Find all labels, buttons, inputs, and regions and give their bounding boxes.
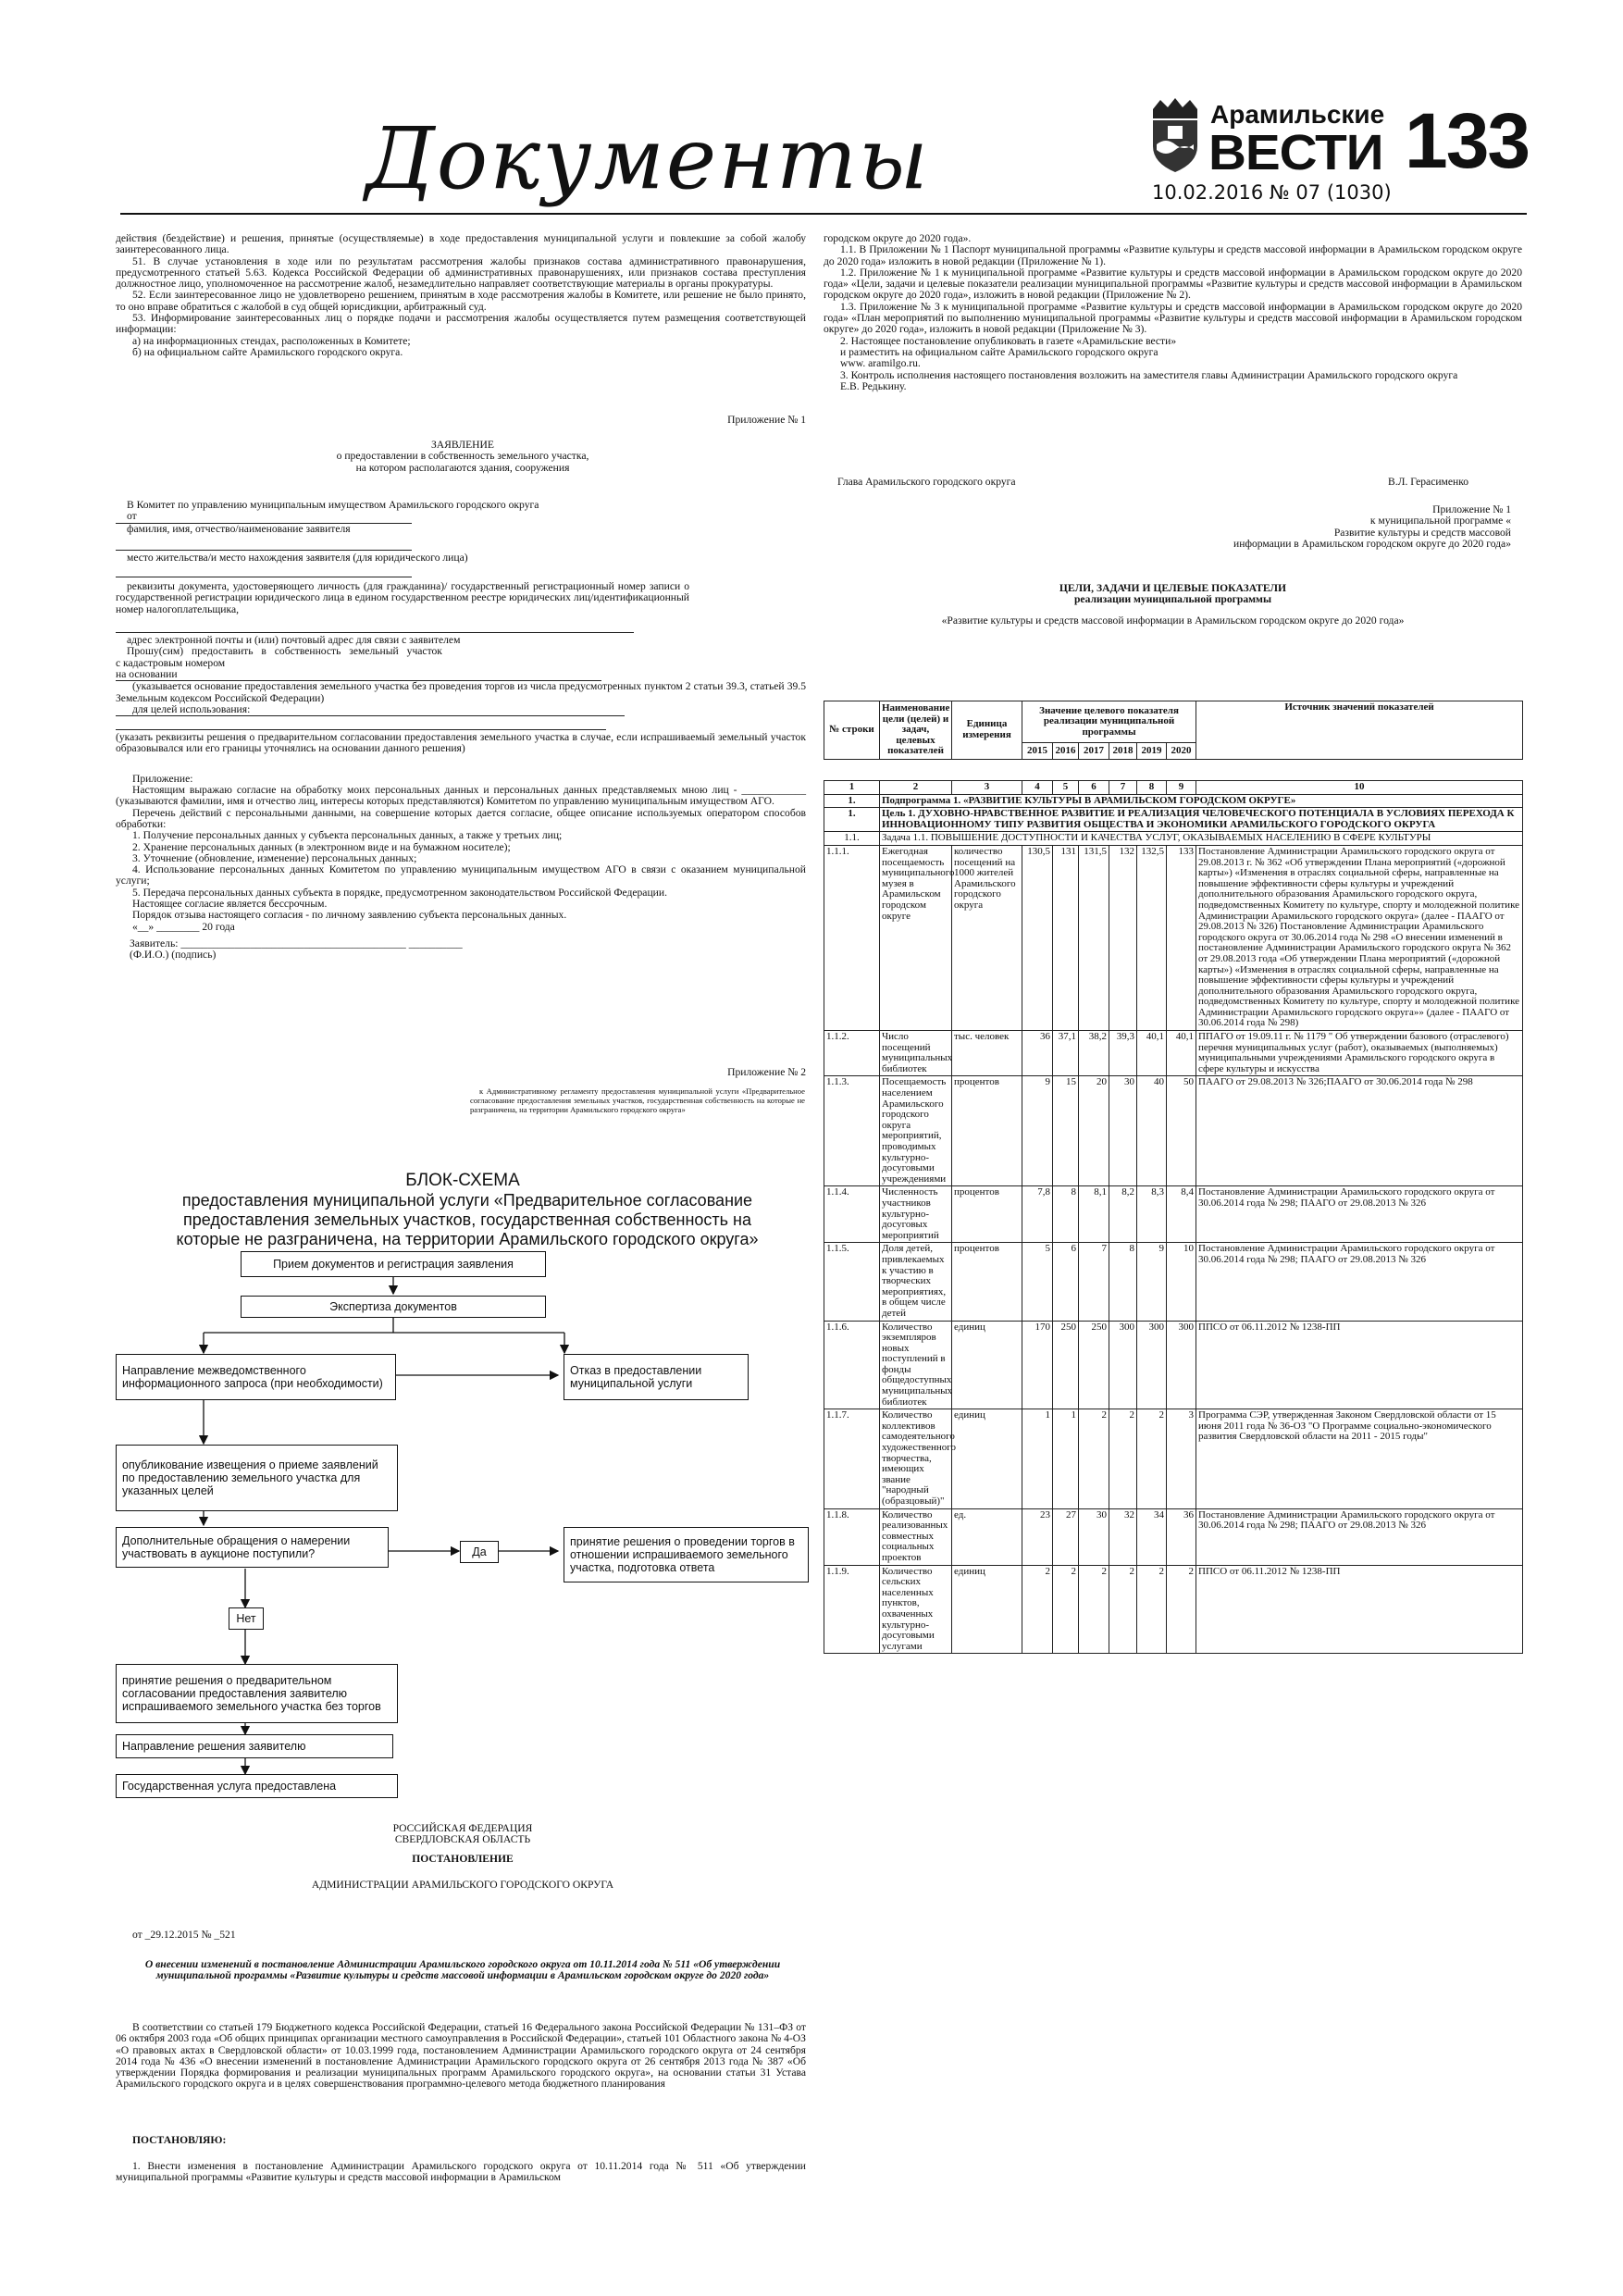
indicator-unit: тыс. человек <box>952 1031 1022 1076</box>
header-unit: Единица измерения <box>952 701 1022 760</box>
flowchart-step-publication: опубликование извещения о приеме заявлений по предоставлению земельного участка для указанных целей <box>116 1445 398 1511</box>
flowchart-step-interagency: Направление межведомственного информационного запроса (при необходимости) <box>116 1354 396 1400</box>
colnum-cell: 6 <box>1079 781 1109 795</box>
paragraph: 52. Если заинтересованное лицо не удовлетворено решением, принятым в ходе рассмотрения жалобы в Комитете, или решение не было принято, то оно вправе обратиться с жалобой в суд общей юрисдикции, арбитражный суд. <box>116 289 806 313</box>
email-hint: адрес электронной почты и (или) почтовый адрес для связи с заявителем <box>127 634 461 647</box>
indicator-value: 2 <box>1053 1565 1079 1654</box>
flowchart-step-expertise: Экспертиза документов <box>241 1296 546 1318</box>
indicator-unit: количество посещений на 1000 жителей Арамильского городского округа <box>952 845 1022 1030</box>
indicator-name: Количество коллективов самодеятельного художественного творчества, имеющих звание "народный (образцовый)" <box>880 1409 952 1508</box>
indicator-source: Постановление Администрации Арамильского городского округа от 30.06.2014 года № 298; ПААГО от 29.08.2013 № 326 <box>1196 1508 1523 1565</box>
document-hint: реквизиты документа, удостоверяющего личность (для гражданина)/ государственный регистрационный номер записи о государственной регистрации юридического лица в едином государственном реестре юридических лиц/идентификационный номер налогоплательщика, <box>116 580 689 615</box>
targets-table-header <box>824 701 1523 760</box>
targets-subtitle: «Развитие культуры и средств массовой информации в Арамильском городском округе до 2020 года» <box>941 614 1405 627</box>
indicator-value: 5 <box>1022 1243 1053 1321</box>
region: СВЕРДЛОВСКАЯ ОБЛАСТЬ <box>394 1833 531 1846</box>
year-cell: 2020 <box>1167 743 1196 760</box>
indicator-name: Количество реализованных совместных социальных проектов <box>880 1508 952 1565</box>
indicator-value: 7 <box>1079 1243 1109 1321</box>
paragraph: 53. Информирование заинтересованных лиц о порядке подачи и рассмотрения жалобы осуществляется путем размещения соответствующей информации: <box>116 312 806 336</box>
indicator-source: ППАГО от 19.09.11 г. № 1179 " Об утверждении базового (отраслевого) перечня муниципальных услуг (работ), оказываемых (выполняемых) муниципальными учреждениями Арамильского городского округа в сфере культуры и искусства <box>1196 1031 1523 1076</box>
row-number: 1.1.7. <box>824 1409 880 1508</box>
indicator-value: 8 <box>1109 1243 1137 1321</box>
targets-table <box>824 780 1523 1654</box>
flowchart-step-auction: принятие решения о проведении торгов в отношении испрашиваемого земельного участка, подготовка ответа <box>564 1527 809 1582</box>
flowchart-yes: Да <box>460 1541 499 1563</box>
indicator-value: 2 <box>1079 1565 1109 1654</box>
header-values: Значение целевого показателя реализации муниципальной программы <box>1022 701 1196 743</box>
paragraph: а) на информационных стендах, расположенных в Комитете; <box>132 334 411 347</box>
indicator-unit: единиц <box>952 1321 1022 1409</box>
table-row <box>824 845 1523 1030</box>
indicator-value: 37,1 <box>1053 1031 1079 1076</box>
date-line: «__» ________ 20 года <box>132 920 235 933</box>
appendix-word: Приложение: <box>132 772 193 785</box>
indicator-value: 1 <box>1022 1409 1053 1508</box>
indicator-name: Доля детей, привлекаемых к участию в творческих мероприятиях, в общем числе детей <box>880 1243 952 1321</box>
resolution-date: от _29.12.2015 № _521 <box>132 1929 236 1941</box>
purpose-line <box>116 716 606 730</box>
section-title: Документы <box>365 109 930 208</box>
resolution-kind: ПОСТАНОВЛЕНИЕ <box>412 1852 514 1865</box>
newspaper-logo <box>1147 93 1406 180</box>
indicator-value: 2 <box>1109 1565 1137 1654</box>
table-row <box>824 1031 1523 1076</box>
consent-text: 3. Уточнение (обновление, изменение) персональных данных; <box>132 851 417 864</box>
indicator-value: 8,4 <box>1167 1186 1196 1243</box>
indicator-unit: ед. <box>952 1508 1022 1565</box>
application-form <box>116 500 806 962</box>
signature-role: Глава Арамильского городского округа <box>837 476 1016 488</box>
appendix2-note: к Административному регламенту предоставления муниципальной услуги «Предварительное согласование предоставления земельных участков, государственная собственность на которые не разграничена, на территории Арамильского городского округа» <box>470 1086 805 1115</box>
brand-line2: ВЕСТИ <box>1208 125 1383 180</box>
indicator-name: Число посещений муниципальных библиотек <box>880 1031 952 1076</box>
table-row <box>824 1243 1523 1321</box>
indicator-value: 3 <box>1167 1409 1196 1508</box>
targets-title: реализации муниципальной программы <box>1073 593 1272 606</box>
cadastral-line: с кадастровым номером <box>116 656 226 669</box>
row-number: 1.1. <box>824 832 880 846</box>
paragraph: б) на официальном сайте Арамильского городского округа. <box>132 345 403 358</box>
indicator-value: 30 <box>1079 1508 1109 1565</box>
consent-text: Порядок отзыва настоящего согласия - по личному заявлению субъекта персональных данных. <box>132 909 567 922</box>
paragraph: В соответствии со статьей 179 Бюджетного кодекса Российской Федерации, статьей 16 Федерального закона Российской Федерации № 131–ФЗ от 06 октября 2003 года «Об общих принципах организации местного самоуправления в Российской Федерации», статьей 101 Областного закона № 4-ОЗ «О правовых актах в Свердловской области» от 10.03.1999 года, постановлением Администрации Арамильского городского округа от 24 сентября 2014 года № 436 «О внесении изменений в постановление Администрации Арамильского городского округа от 26 сентября 2013 года № 387 «Об утверждении Порядка формирования и реализации муниципальных программ Арамильского городского округа», на основании статьи 31 Устава Арамильского городского округа и в целях совершенствования программно-целевого метода бюджетного планирования <box>116 2021 806 2091</box>
indicator-value: 20 <box>1079 1076 1109 1186</box>
complaint-section <box>116 233 806 358</box>
indicator-source: ПААГО от 29.08.2013 № 326;ПААГО от 30.06.2014 года № 298 <box>1196 1076 1523 1186</box>
table-row <box>824 1565 1523 1654</box>
program-appendix-line: информации в Арамильском городском округе до 2020 года» <box>1233 537 1511 550</box>
indicator-name: Количество сельских населенных пунктов, охваченных культурно-досуговыми услугами <box>880 1565 952 1654</box>
indicator-value: 40 <box>1137 1076 1167 1186</box>
paragraph: 1.2. Приложение № 1 к муниципальной программе «Развитие культуры и средств массовой информации в Арамильском городском округе до 2020 года» «Цели, задачи и целевые показатели реализации муниципальной программы «Развитие культуры и средств массовой информации в Арамильском городском округе до 2020 года», изложить в новой редакции (Приложение № 2). <box>824 266 1522 302</box>
paragraph: 1.3. Приложение № 3 к муниципальной программе «Развитие культуры и средств массовой информации в Арамильском городском округе до 2020 года» «План мероприятий по выполнению муниципальной программы «Развитие культуры и средств массовой информации в Арамильском городском округе» до 2020 года», изложить в новой редакции (Приложение № 3). <box>824 300 1522 336</box>
email-line <box>116 615 634 633</box>
table-row <box>824 1186 1523 1243</box>
indicator-value: 27 <box>1053 1508 1079 1565</box>
row-number: 1.1.3. <box>824 1076 880 1186</box>
brand-line1: Арамильские <box>1210 100 1385 129</box>
indicator-value: 300 <box>1109 1321 1137 1409</box>
indicator-value: 2 <box>1109 1409 1137 1508</box>
colnum-cell: 10 <box>1196 781 1523 795</box>
decree-word: ПОСТАНОВЛЯЮ: <box>132 2134 227 2146</box>
row-number: 1.1.6. <box>824 1321 880 1409</box>
colnum-cell: 1 <box>824 781 880 795</box>
decision-hint: (указать реквизиты решения о предварительном согласовании предоставления земельного участка в случае, если испрашиваемый земельный участок образовывался или его границы уточнялись на основании данного решения) <box>116 731 806 755</box>
indicator-value: 131,5 <box>1079 845 1109 1030</box>
paragraph: действия (бездействие) и решения, принятые (осуществляемые) в ходе предоставления муниципальной услуги и повлекшие за собой жалобу заинтересованного лица. <box>116 232 806 256</box>
indicator-source: Постановление Администрации Арамильского городского округа от 30.06.2014 года № 298; ПААГО от 29.08.2013 № 326 <box>1196 1186 1523 1243</box>
program-appendix-line: к муниципальной программе « <box>1369 515 1511 527</box>
header-no: № строки <box>824 701 880 760</box>
indicator-value: 132,5 <box>1137 845 1167 1030</box>
paragraph: 1. Внести изменения в постановление Администрации Арамильского городского округа от 10.11.2014 года № 511 «Об утверждении муниципальной программы «Развитие культуры и средств массовой информации в Арамильском <box>116 2160 806 2184</box>
flowchart-no: Нет <box>229 1607 264 1630</box>
colnum-cell: 4 <box>1022 781 1053 795</box>
indicator-unit: единиц <box>952 1409 1022 1508</box>
residence-line <box>116 535 412 551</box>
indicator-value: 130,5 <box>1022 845 1053 1030</box>
flowchart-subtitle: предоставления муниципальной услуги «Предварительное согласование предоставления земельных участков, государственная собственность на которые не разграничена, на территории Арамильского городского округа» <box>176 1191 759 1248</box>
colnum-cell: 7 <box>1109 781 1137 795</box>
document-line <box>116 564 412 577</box>
name-hint: фамилия, имя, отчество/наименование заявителя <box>127 522 351 535</box>
colnum-cell: 8 <box>1137 781 1167 795</box>
row-number: 1. <box>824 808 880 832</box>
city-emblem-icon <box>1147 96 1203 174</box>
colnum-cell: 9 <box>1167 781 1196 795</box>
indicator-value: 23 <box>1022 1508 1053 1565</box>
indicator-value: 50 <box>1167 1076 1196 1186</box>
indicator-source: Постановление Администрации Арамильского городского округа от 29.08.2013 г. № 362 «Об утверждении Плана мероприятий («дорожной карты») «Изменения в отраслях социальной сферы, направленные на повышение эффективности сферы культуры и учреждений дополнительного образования Арамильского городского округа, подведомственных Комитету по культуре, спорту и молодежной политике Администрации Арамильского городского округа» (далее - ПААГО от 29.08.2013 № 326) Постановление Администрации Арамильского городского округа от 30.06.2014 года № 298 «О внесении изменений в постановление Администрации Арамильского городского округа № 362 от 29.08.2013 года «Об утверждении Плана мероприятий («дорожной карты») «Изменения в отраслях социальной сферы, направленные на повышение эффективности сферы культуры и учреждений дополнительного образования Арамильского городского округа, подведомственных Комитету по культуре, спорту и молодежной политике Администрации Арамильского городского округа»» (далее - ПААГО от 30.06.2014 года № 298) <box>1196 845 1523 1030</box>
indicator-unit: процентов <box>952 1186 1022 1243</box>
indicator-source: ППСО от 06.11.2012 № 1238-ПП <box>1196 1321 1523 1409</box>
paragraph: www. aramilgo.ru. <box>840 357 921 370</box>
consent-text: 5. Передача персональных данных субъекта в порядке, предусмотренном законодательством Российской Федерации. <box>132 886 667 899</box>
paragraph: городском округе до 2020 года». <box>824 232 972 244</box>
indicator-unit: процентов <box>952 1243 1022 1321</box>
indicator-value: 40,1 <box>1167 1031 1196 1076</box>
indicator-value: 15 <box>1053 1076 1079 1186</box>
indicator-value: 9 <box>1137 1243 1167 1321</box>
indicator-value: 300 <box>1167 1321 1196 1409</box>
row-number: 1.1.5. <box>824 1243 880 1321</box>
goal-row <box>824 808 1523 832</box>
indicator-value: 2 <box>1137 1409 1167 1508</box>
applicant-line: Заявитель: __________________________________________ __________ <box>130 937 463 949</box>
indicator-unit: процентов <box>952 1076 1022 1186</box>
indicator-value: 8,2 <box>1109 1186 1137 1243</box>
indicator-value: 8,1 <box>1079 1186 1109 1243</box>
consent-text: Настоящее согласие является бессрочным. <box>132 898 328 911</box>
indicator-value: 7,8 <box>1022 1186 1053 1243</box>
indicator-value: 133 <box>1167 845 1196 1030</box>
year-cell: 2016 <box>1053 743 1079 760</box>
row-number: 1. <box>824 794 880 808</box>
indicator-value: 39,3 <box>1109 1031 1137 1076</box>
indicator-value: 38,2 <box>1079 1031 1109 1076</box>
flowchart-step-refusal: Отказ в предоставлении муниципальной услуги <box>564 1354 749 1400</box>
consent-text: 1. Получение персональных данных у субъекта персональных данных, а также у третьих лиц; <box>132 829 563 842</box>
consent-text: 2. Хранение персональных данных (в электронном виде и на бумажном носителе); <box>132 840 511 853</box>
residence-hint: место жительства/и место нахождения заявителя (для юридического лица) <box>127 551 468 564</box>
appendix2-label: Приложение № 2 <box>727 1066 806 1078</box>
row-number: 1.1.4. <box>824 1186 880 1243</box>
indicator-name: Численность участников культурно-досуговых мероприятий <box>880 1186 952 1243</box>
application-heading <box>278 440 648 474</box>
indicator-value: 30 <box>1109 1076 1137 1186</box>
colnum-cell: 2 <box>880 781 952 795</box>
consent-text: Настоящим выражаю согласие на обработку моих персональных данных и персональных данных представляемых мною лиц - ____________ (указываются фамилии, имя и отчество лиц, интересы которых представляются) Комитетом по управлению муниципальным имуществом АГО. <box>116 784 806 808</box>
program-appendix <box>1064 504 1511 550</box>
indicator-source: Постановление Администрации Арамильского городского округа от 30.06.2014 года № 298; ПААГО от 29.08.2013 № 326 <box>1196 1243 1523 1321</box>
from-label: от <box>116 511 412 523</box>
subprogram-row <box>824 794 1523 808</box>
application-subtitle: о предоставлении в собственность земельного участка, <box>336 450 589 463</box>
issue-info: 10.02.2016 № 07 (1030) <box>1152 181 1392 204</box>
resolution-subject: О внесении изменений в постановление Администрации Арамильского городского округа от 10.11.2014 года № 511 «Об утверждении муниципальной программы «Развитие культуры и средств массовой информации в Арамильском городском округе до 2020 года» <box>144 1958 781 1982</box>
indicator-value: 2 <box>1137 1565 1167 1654</box>
addressee: В Комитет по управлению муниципальным имуществом Арамильского городского округа <box>127 499 539 511</box>
flowchart-step-receive: Прием документов и регистрация заявления <box>241 1251 546 1277</box>
indicator-value: 1 <box>1053 1409 1079 1508</box>
consent-text: Перечень действий с персональными данными, на совершение которых дается согласие, общее описание используемых оператором способов обработки: <box>116 806 806 830</box>
indicator-value: 250 <box>1053 1321 1079 1409</box>
authority: АДМИНИСТРАЦИИ АРАМИЛЬСКОГО ГОРОДСКОГО ОКРУГА <box>311 1878 614 1891</box>
signature-name: В.Л. Герасименко <box>1388 476 1469 488</box>
indicator-value: 6 <box>1053 1243 1079 1321</box>
table-row <box>824 1321 1523 1409</box>
indicator-name: Посещаемость населением Арамильского городского округа мероприятий, проводимых культурно-досуговыми учреждениями <box>880 1076 952 1186</box>
paragraph: и разместить на официальном сайте Арамильского городского округа <box>840 345 1158 358</box>
signature-hint: (Ф.И.О.) (подпись) <box>130 949 217 962</box>
indicator-value: 36 <box>1022 1031 1053 1076</box>
indicator-source: Программа СЭР, утвержденная Законом Свердловской области от 15 июня 2011 года № 36-ОЗ "О Программе социально-экономического развития Свердловской области на 2011 - 2015 годы" <box>1196 1409 1523 1508</box>
resolution-continuation <box>824 233 1522 392</box>
basis-hint: (указывается основание предоставления земельного участка без проведения торгов из числа предусмотренных пунктом 2 статьи 39.3, статьей 39.5 Земельным кодексом Российской Федерации) <box>116 680 806 704</box>
flowchart-step-send: Направление решения заявителю <box>116 1734 393 1758</box>
table-row <box>824 1076 1523 1186</box>
task-title: Задача 1.1. ПОВЫШЕНИЕ ДОСТУПНОСТИ И КАЧЕСТВА УСЛУГ, ОКАЗЫВАЕМЫХ НАСЕЛЕНИЮ В СФЕРЕ КУЛЬТУРЫ <box>880 832 1523 846</box>
appendix1-label: Приложение № 1 <box>727 414 806 426</box>
year-cell: 2018 <box>1109 743 1137 760</box>
flowchart-step-approve: принятие решения о предварительном согласовании предоставления заявителю испрашиваемого земельного участка без торгов <box>116 1664 398 1723</box>
federation: РОССИЙСКАЯ ФЕДЕРАЦИЯ <box>392 1822 533 1834</box>
request-line: Прошу(сим) предоставить в собственность земельный участок <box>127 645 442 658</box>
table-row <box>824 1508 1523 1565</box>
indicator-value: 40,1 <box>1137 1031 1167 1076</box>
header-rule <box>120 213 1527 215</box>
program-appendix-line: Приложение № 1 <box>1432 503 1511 515</box>
colnum-cell: 5 <box>1053 781 1079 795</box>
paragraph: 2. Настоящее постановление опубликовать в газете «Арамильские вести» <box>840 334 1177 347</box>
application-subtitle: на котором располагаются здания, сооружения <box>355 461 570 474</box>
flowchart-step-done: Государственная услуга предоставлена <box>116 1774 398 1798</box>
indicator-value: 9 <box>1022 1076 1053 1186</box>
indicator-name: Ежегодная посещаемость муниципального музея в Арамильском городском округе <box>880 845 952 1030</box>
targets-heading <box>824 583 1522 627</box>
indicator-value: 300 <box>1137 1321 1167 1409</box>
indicator-name: Количество экземпляров новых поступлений в фонды общедоступных муниципальных библиотек <box>880 1321 952 1409</box>
year-cell: 2019 <box>1137 743 1167 760</box>
paragraph: Е.В. Редькину. <box>840 379 907 392</box>
row-number: 1.1.2. <box>824 1031 880 1076</box>
resolution-body <box>116 2022 806 2091</box>
indicator-value: 170 <box>1022 1321 1053 1409</box>
indicator-value: 2 <box>1167 1565 1196 1654</box>
indicator-value: 131 <box>1053 845 1079 1030</box>
paragraph: 1.1. В Приложении № 1 Паспорт муниципальной программы «Развитие культуры и средств массовой информации в Арамильском городском округе до 2020 года» изложить в новой редакции (Приложение № 1). <box>824 243 1522 267</box>
indicator-value: 8 <box>1053 1186 1079 1243</box>
row-number: 1.1.9. <box>824 1565 880 1654</box>
program-appendix-line: Развитие культуры и средств массовой <box>1333 526 1511 539</box>
indicator-value: 10 <box>1167 1243 1196 1321</box>
year-cell: 2015 <box>1022 743 1053 760</box>
table-row <box>824 1409 1523 1508</box>
indicator-value: 8,3 <box>1137 1186 1167 1243</box>
header-source: Источник значений показателей <box>1196 701 1523 760</box>
basis-label: на основании <box>116 669 601 681</box>
paragraph: 51. В случае установления в ходе или по результатам рассмотрения жалобы признаков состава административного правонарушения, предусмотренного статьей 5.63. Кодекса Российской Федерации об административных правонарушениях, или признаков состава преступления должностное лицо, уполномоченное на рассмотрение жалоб, незамедлительно направляет соответствующие материалы в органы прокуратуры. <box>116 254 806 291</box>
flowchart-step-additional: Дополнительные обращения о намерении участвовать в аукционе поступили? <box>116 1527 389 1568</box>
goal-title: Цель 1. ДУХОВНО-НРАВСТВЕННОЕ РАЗВИТИЕ И РЕАЛИЗАЦИЯ ЧЕЛОВЕЧЕСКОГО ПОТЕНЦИАЛА В УСЛОВИЯХ ПЕРЕХОДА К ИННОВАЦИОННОМУ ТИПУ РАЗВИТИЯ ОБЩЕСТВА И ЭКОНОМИКИ АРАМИЛЬСКОГО ГОРОДСКОГО ОКРУГА <box>880 808 1523 832</box>
indicator-value: 2 <box>1079 1409 1109 1508</box>
targets-title: ЦЕЛИ, ЗАДАЧИ И ЦЕЛЕВЫЕ ПОКАЗАТЕЛИ <box>1059 582 1287 594</box>
indicator-value: 36 <box>1167 1508 1196 1565</box>
subprogram-title: Подпрограмма 1. «РАЗВИТИЕ КУЛЬТУРЫ В АРАМИЛЬСКОМ ГОРОДСКОМ ОКРУГЕ» <box>880 794 1523 808</box>
indicator-value: 32 <box>1109 1508 1137 1565</box>
page-number: 133 <box>1405 97 1530 184</box>
flowchart-title: БЛОК-СХЕМА <box>405 1171 520 1190</box>
resolution-item1 <box>116 2161 806 2184</box>
row-number: 1.1.1. <box>824 845 880 1030</box>
indicator-value: 2 <box>1022 1565 1053 1654</box>
indicator-value: 250 <box>1079 1321 1109 1409</box>
row-number: 1.1.8. <box>824 1508 880 1565</box>
task-row <box>824 832 1523 846</box>
consent-text: 4. Использование персональных данных Комитетом по управлению муниципальным имуществом АГО в связи с оказанием муниципальной услуги; <box>116 863 806 887</box>
header-name: Наименование цели (целей) и задач, целевых показателей <box>880 701 952 760</box>
year-cell: 2017 <box>1079 743 1109 760</box>
application-title: ЗАЯВЛЕНИЕ <box>431 439 494 451</box>
indicator-source: ППСО от 06.11.2012 № 1238-ПП <box>1196 1565 1523 1654</box>
indicator-value: 34 <box>1137 1508 1167 1565</box>
colnum-cell: 3 <box>952 781 1022 795</box>
indicator-value: 132 <box>1109 845 1137 1030</box>
purpose-label: для целей использования: <box>116 704 625 716</box>
indicator-unit: единиц <box>952 1565 1022 1654</box>
paragraph: 3. Контроль исполнения настоящего постановления возложить на заместителя главы Администрации Арамильского городского округа <box>840 368 1458 381</box>
resolution-header <box>120 1823 805 1891</box>
